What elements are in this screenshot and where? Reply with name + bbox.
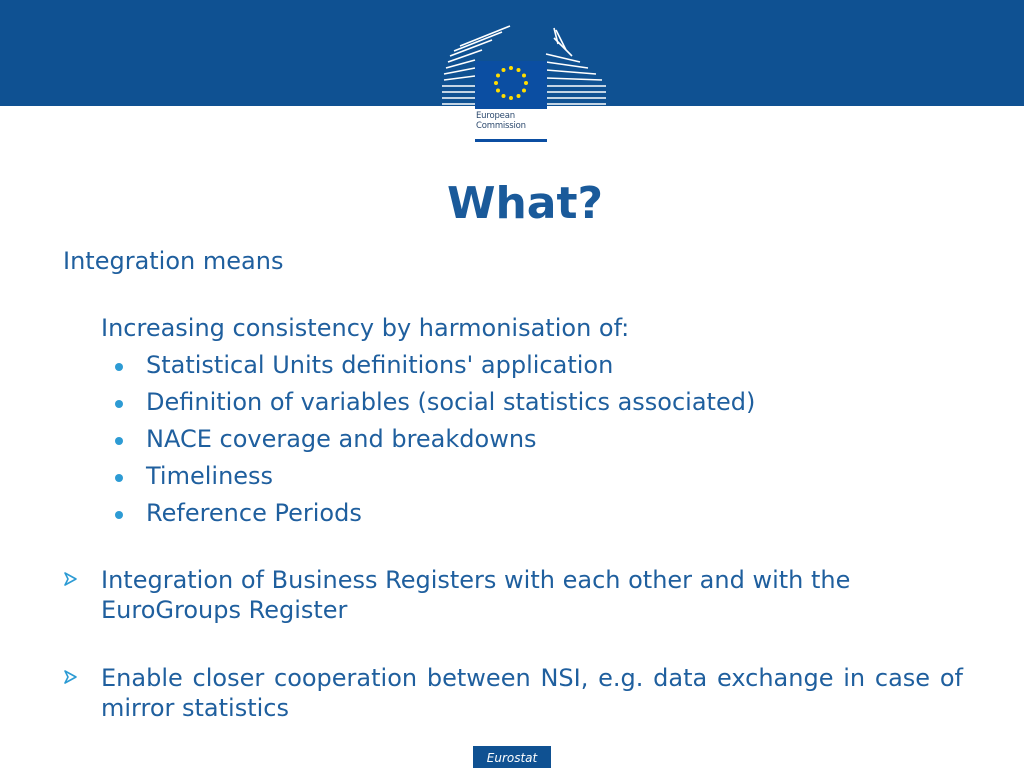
list-item xyxy=(110,461,755,498)
arrow-bullet-icon xyxy=(63,669,79,685)
list-item-text: NACE coverage and breakdowns xyxy=(146,425,537,453)
logo-line-commission: Commission xyxy=(476,121,526,131)
list-item-text: Timeliness xyxy=(146,462,274,490)
bullet-dot-icon xyxy=(115,511,123,519)
arrow-item-registers xyxy=(101,565,963,625)
bullet-dot-icon xyxy=(115,363,123,371)
bullet-dot-icon xyxy=(115,400,123,408)
list-item xyxy=(110,387,755,424)
logo-text xyxy=(476,111,548,131)
list-item xyxy=(110,498,755,535)
arrow-item-cooperation xyxy=(101,663,963,723)
list-item-text: Statistical Units definitions' application xyxy=(146,351,614,379)
list-item-text: Definition of variables (social statistics associated) xyxy=(146,388,756,416)
sub-intro-text: Increasing consistency by harmonisation of: xyxy=(101,314,630,342)
list-item-text: Reference Periods xyxy=(146,499,362,527)
arrow-item-text: Enable closer cooperation between NSI, e.g. data exchange in case of mirror statistics xyxy=(101,664,963,722)
list-item xyxy=(110,350,755,387)
bullet-dot-icon xyxy=(115,474,123,482)
logo-line-european: European xyxy=(476,111,515,121)
intro-text: Integration means xyxy=(63,247,284,275)
bullet-dot-icon xyxy=(115,437,123,445)
footer-eurostat-label: Eurostat xyxy=(473,746,551,768)
arrow-item-text: Integration of Business Registers with each other and with the EuroGroups Register xyxy=(101,566,851,624)
arrow-bullet-icon xyxy=(63,571,79,587)
harmonisation-list xyxy=(110,350,755,535)
european-commission-logo xyxy=(442,24,606,144)
slide-title: What? xyxy=(446,178,604,229)
list-item xyxy=(110,424,755,461)
